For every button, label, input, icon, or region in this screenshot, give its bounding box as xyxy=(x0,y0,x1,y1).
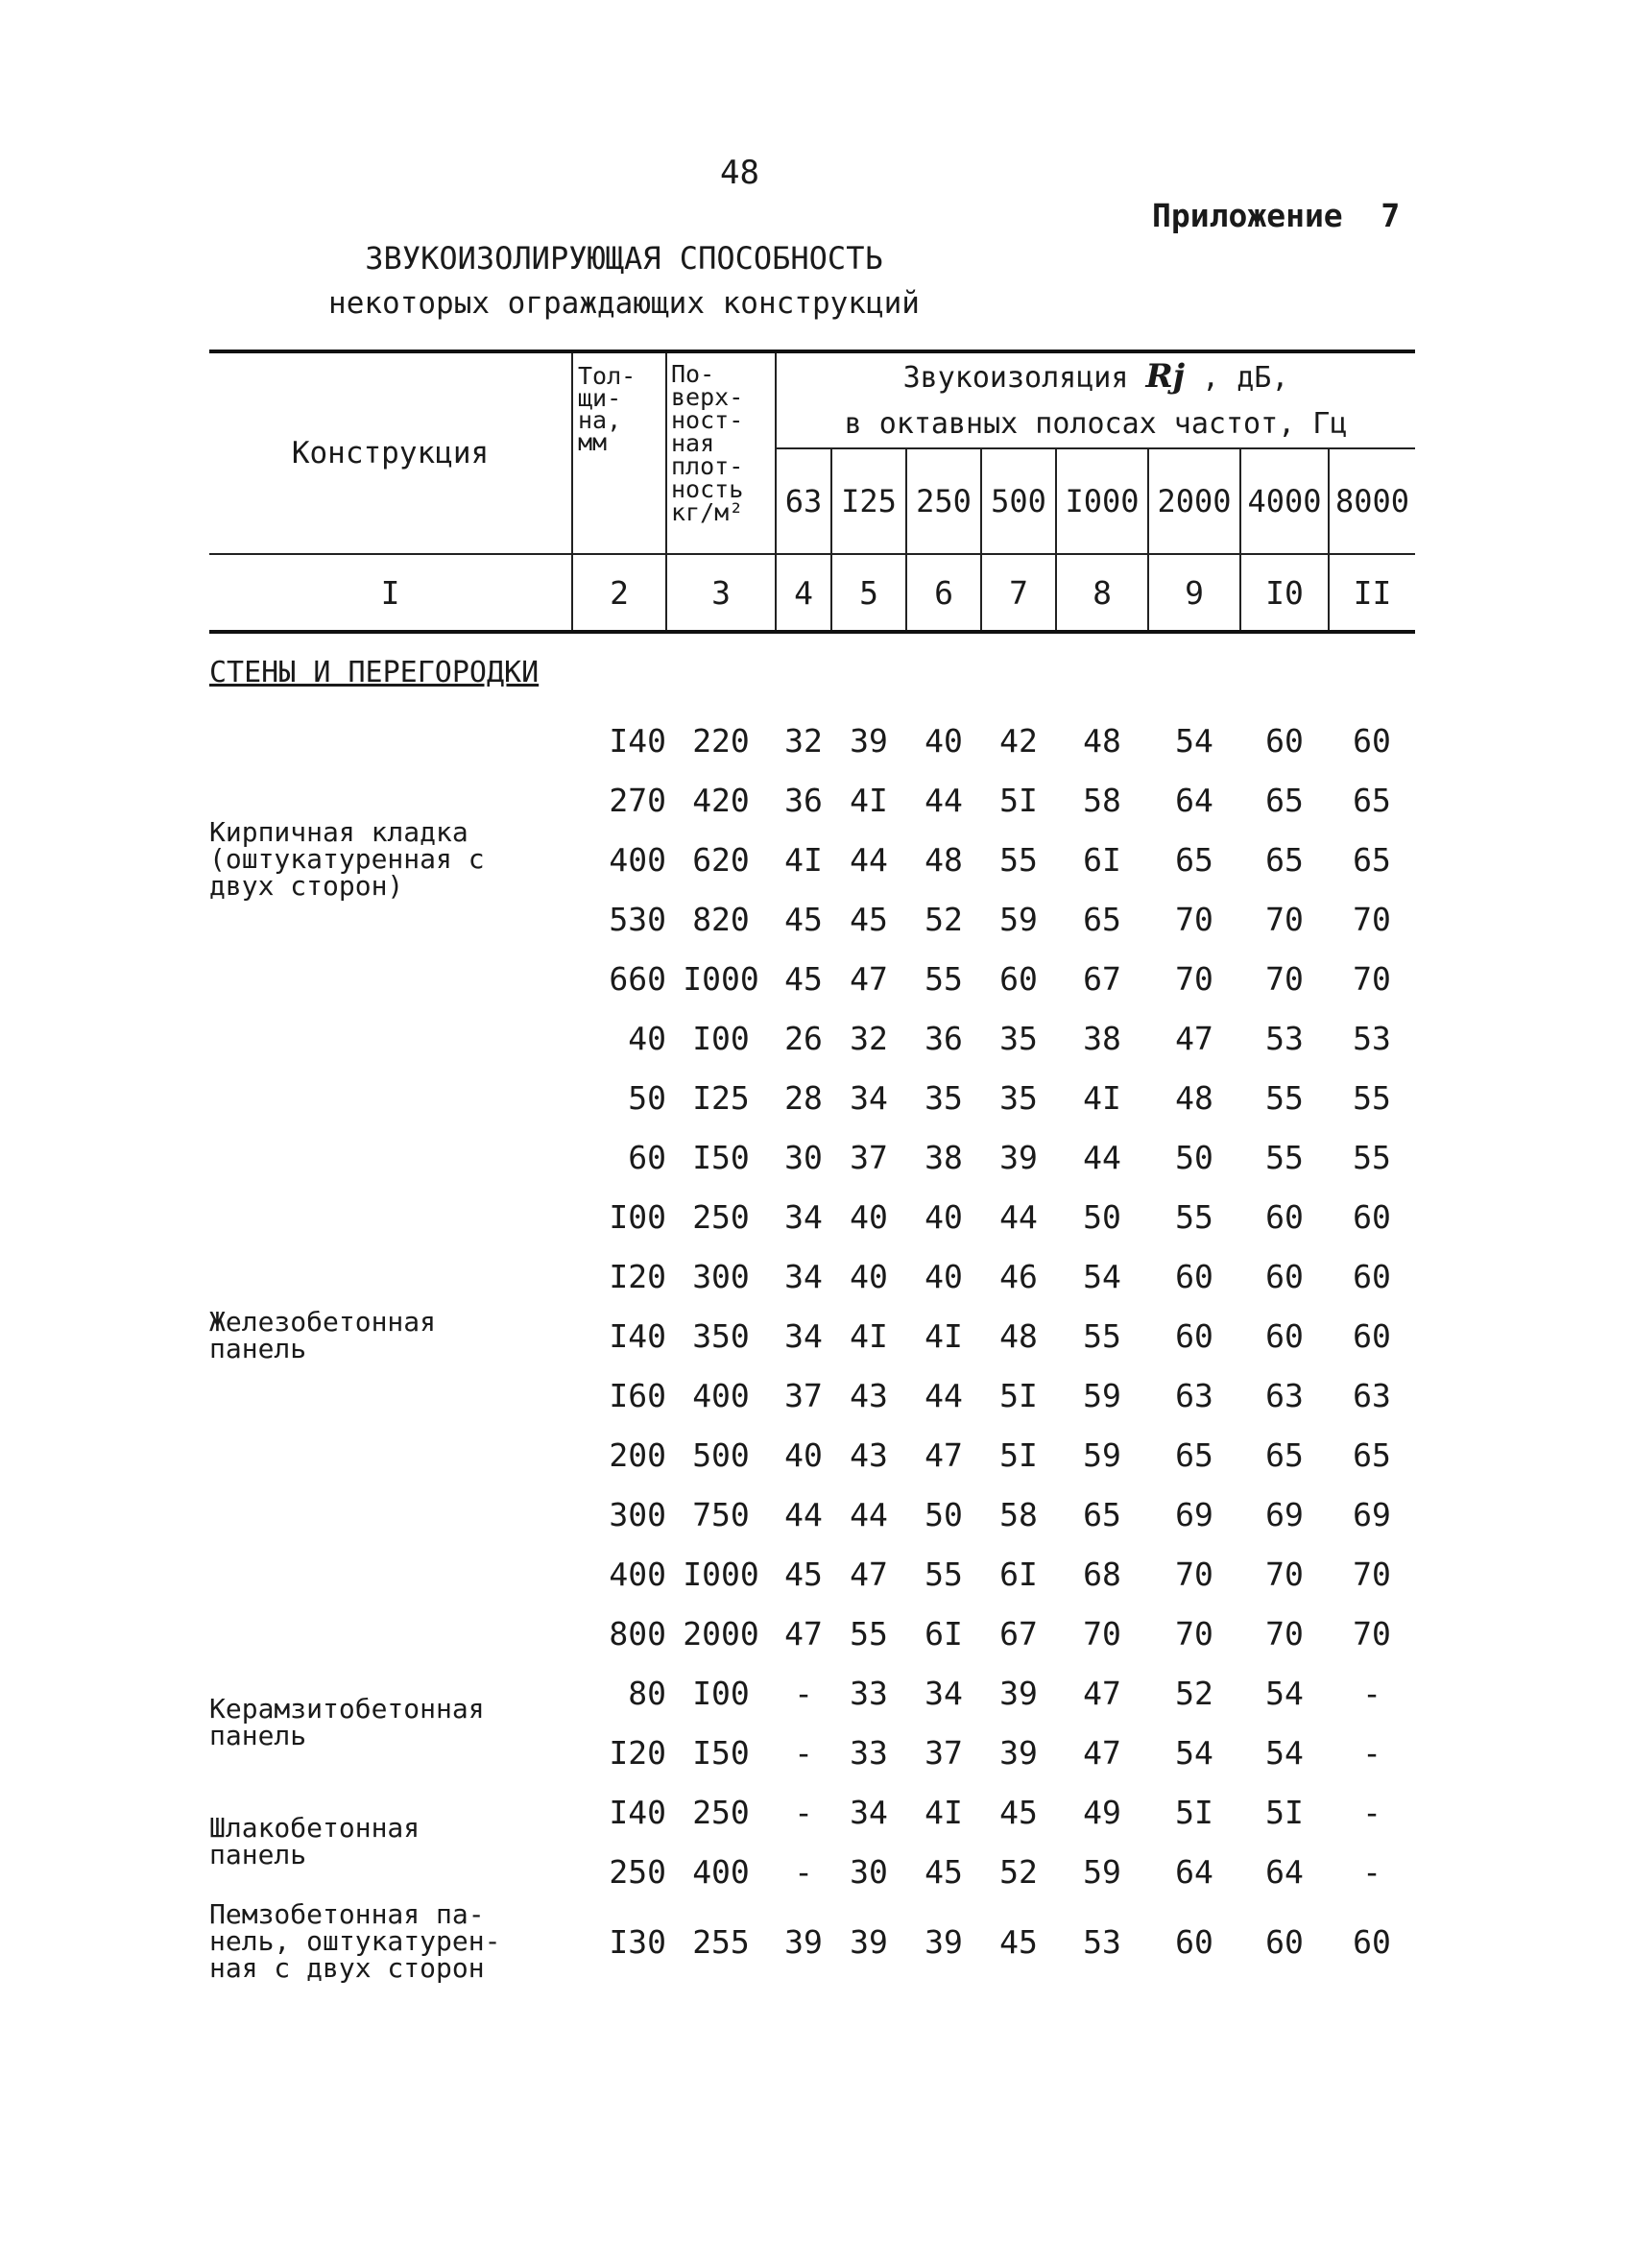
density-cell: I00 xyxy=(692,1674,750,1712)
insulation-cell: 55 xyxy=(1353,1078,1391,1117)
insulation-cell: 58 xyxy=(999,1495,1038,1533)
insulation-cell: 34 xyxy=(925,1674,963,1712)
insulation-cell: 54 xyxy=(1175,1733,1213,1772)
insulation-cell: 30 xyxy=(784,1138,823,1176)
insulation-cell: 60 xyxy=(1265,1316,1304,1355)
insulation-cell: 35 xyxy=(999,1078,1038,1117)
density-cell: 300 xyxy=(692,1257,750,1295)
insulation-cell: 60 xyxy=(1175,1257,1213,1295)
column-number: 2 xyxy=(572,554,666,632)
insulation-cell: 32 xyxy=(850,1019,888,1057)
header-thickness: Тол- щи- на, мм xyxy=(572,351,666,554)
density-cell: 255 xyxy=(692,1922,750,1961)
insulation-cell: 4I xyxy=(850,781,888,819)
insulation-cell: 50 xyxy=(925,1495,963,1533)
header-frequency: I000 xyxy=(1056,448,1148,554)
insulation-cell: - xyxy=(1362,1733,1381,1772)
insulation-cell: 45 xyxy=(999,1793,1038,1831)
thickness-cell: 50 xyxy=(628,1078,666,1117)
density-cell: 750 xyxy=(692,1495,750,1533)
column-number: 3 xyxy=(666,554,776,632)
column-number: II xyxy=(1329,554,1415,632)
header-frequency: 2000 xyxy=(1148,448,1240,554)
header-sound-insulation xyxy=(776,351,1415,448)
insulation-cell: 54 xyxy=(1265,1674,1304,1712)
insulation-cell: 60 xyxy=(1353,1316,1391,1355)
insulation-cell: - xyxy=(794,1852,813,1891)
insulation-cell: 30 xyxy=(850,1852,888,1891)
insulation-cell: 45 xyxy=(999,1922,1038,1961)
insulation-cell: 43 xyxy=(850,1376,888,1414)
density-cell: 820 xyxy=(692,900,750,938)
insulation-cell: 34 xyxy=(784,1197,823,1236)
header-frequency: I25 xyxy=(831,448,906,554)
thickness-cell: I00 xyxy=(609,1197,666,1236)
insulation-cell: 54 xyxy=(1083,1257,1121,1295)
thickness-cell: 250 xyxy=(609,1852,666,1891)
density-cell: 350 xyxy=(692,1316,750,1355)
insulation-cell: 33 xyxy=(850,1674,888,1712)
insulation-cell: 35 xyxy=(999,1019,1038,1057)
column-number: I0 xyxy=(1240,554,1329,632)
insulation-cell: 5I xyxy=(999,1376,1038,1414)
insulation-cell: 45 xyxy=(784,1555,823,1593)
insulation-cell: 47 xyxy=(1083,1733,1121,1772)
insulation-cell: 53 xyxy=(1353,1019,1391,1057)
insulation-cell: 5I xyxy=(999,1436,1038,1474)
insulation-cell: 34 xyxy=(784,1316,823,1355)
insulation-cell: 60 xyxy=(999,959,1038,998)
insulation-cell: - xyxy=(794,1793,813,1831)
insulation-cell: 4I xyxy=(850,1316,888,1355)
insulation-cell: 44 xyxy=(784,1495,823,1533)
insulation-cell: 47 xyxy=(784,1614,823,1653)
insulation-cell: 67 xyxy=(1083,959,1121,998)
insulation-cell: 40 xyxy=(784,1436,823,1474)
insulation-cell: 70 xyxy=(1175,1555,1213,1593)
column-number: 7 xyxy=(981,554,1056,632)
insulation-cell: 34 xyxy=(850,1078,888,1117)
insulation-cell: 65 xyxy=(1265,1436,1304,1474)
density-cell: 250 xyxy=(692,1197,750,1236)
insulation-cell: 60 xyxy=(1265,1197,1304,1236)
insulation-cell: 34 xyxy=(784,1257,823,1295)
header-insulation-prefix: Звукоизоляция xyxy=(902,361,1129,395)
insulation-cell: 47 xyxy=(925,1436,963,1474)
insulation-cell: 67 xyxy=(999,1614,1038,1653)
header-frequency: 250 xyxy=(906,448,981,554)
insulation-cell: 48 xyxy=(1083,721,1121,760)
insulation-cell: 37 xyxy=(850,1138,888,1176)
section-title: СТЕНЫ И ПЕРЕГОРОДКИ xyxy=(209,655,540,689)
insulation-cell: 39 xyxy=(999,1674,1038,1712)
insulation-cell: 55 xyxy=(1083,1316,1121,1355)
insulation-cell: 50 xyxy=(1175,1138,1213,1176)
insulation-cell: 39 xyxy=(850,1922,888,1961)
thickness-cell: 660 xyxy=(609,959,666,998)
insulation-cell: 55 xyxy=(925,959,963,998)
sound-insulation-table xyxy=(209,350,1415,1982)
insulation-cell: 63 xyxy=(1265,1376,1304,1414)
table-row xyxy=(209,1901,1415,1982)
insulation-cell: 45 xyxy=(784,959,823,998)
insulation-cell: 28 xyxy=(784,1078,823,1117)
insulation-cell: 55 xyxy=(850,1614,888,1653)
table-row xyxy=(209,1782,1415,1842)
thickness-cell: I30 xyxy=(609,1922,666,1961)
thickness-cell: 400 xyxy=(609,840,666,879)
insulation-cell: 70 xyxy=(1265,1614,1304,1653)
table-row xyxy=(209,1663,1415,1723)
header-insulation-suffix: , дБ, xyxy=(1202,361,1289,395)
insulation-cell: 52 xyxy=(1175,1674,1213,1712)
insulation-cell: 32 xyxy=(784,721,823,760)
insulation-cell: 60 xyxy=(1353,1257,1391,1295)
header-frequency: 8000 xyxy=(1329,448,1415,554)
column-number: 6 xyxy=(906,554,981,632)
thickness-cell: I40 xyxy=(609,721,666,760)
insulation-cell: 6I xyxy=(925,1614,963,1653)
insulation-cell: 70 xyxy=(1353,1555,1391,1593)
insulation-cell: 55 xyxy=(1353,1138,1391,1176)
table-row xyxy=(209,711,1415,770)
header-frequency: 4000 xyxy=(1240,448,1329,554)
insulation-cell: 68 xyxy=(1083,1555,1121,1593)
density-cell: 400 xyxy=(692,1376,750,1414)
density-cell: I25 xyxy=(692,1078,750,1117)
insulation-cell: 45 xyxy=(925,1852,963,1891)
insulation-cell: 38 xyxy=(1083,1019,1121,1057)
insulation-cell: 63 xyxy=(1353,1376,1391,1414)
insulation-cell: 48 xyxy=(999,1316,1038,1355)
appendix-label: Приложение 7 xyxy=(1152,197,1401,234)
insulation-cell: 65 xyxy=(1265,781,1304,819)
column-number: 8 xyxy=(1056,554,1148,632)
insulation-cell: 64 xyxy=(1175,1852,1213,1891)
insulation-cell: 48 xyxy=(925,840,963,879)
thickness-cell: 60 xyxy=(628,1138,666,1176)
insulation-cell: 55 xyxy=(1265,1078,1304,1117)
insulation-cell: 70 xyxy=(1175,900,1213,938)
insulation-cell: 48 xyxy=(1175,1078,1213,1117)
insulation-cell: 70 xyxy=(1265,1555,1304,1593)
document-title: ЗВУКОИЗОЛИРУЮЩАЯ СПОСОБНОСТЬ xyxy=(365,240,883,277)
construction-name: Пемзобетонная па- нель, оштукатурен- ная с двух сторон xyxy=(209,1898,501,1984)
thickness-cell: 300 xyxy=(609,1495,666,1533)
insulation-cell: 5I xyxy=(1265,1793,1304,1831)
insulation-cell: 47 xyxy=(1083,1674,1121,1712)
insulation-cell: 4I xyxy=(1083,1078,1121,1117)
construction-name: Керамзитобетонная панель xyxy=(209,1693,485,1751)
density-cell: 2000 xyxy=(683,1614,759,1653)
insulation-cell: 5I xyxy=(999,781,1038,819)
thickness-cell: I20 xyxy=(609,1257,666,1295)
insulation-cell: 64 xyxy=(1265,1852,1304,1891)
thickness-cell: 400 xyxy=(609,1555,666,1593)
density-cell: I000 xyxy=(683,1555,759,1593)
insulation-cell: 37 xyxy=(784,1376,823,1414)
insulation-cell: 55 xyxy=(999,840,1038,879)
table-row xyxy=(209,1008,1415,1068)
insulation-cell: 44 xyxy=(850,840,888,879)
thickness-cell: 800 xyxy=(609,1614,666,1653)
insulation-cell: 55 xyxy=(1265,1138,1304,1176)
insulation-cell: 59 xyxy=(999,900,1038,938)
construction-name: Кирпичная кладка (оштукатуренная с двух сторон) xyxy=(209,816,485,902)
insulation-cell: 55 xyxy=(1175,1197,1213,1236)
density-cell: 620 xyxy=(692,840,750,879)
insulation-cell: 60 xyxy=(1265,1922,1304,1961)
thickness-cell: I40 xyxy=(609,1316,666,1355)
insulation-cell: 70 xyxy=(1175,1614,1213,1653)
insulation-cell: 70 xyxy=(1353,900,1391,938)
insulation-cell: 65 xyxy=(1353,1436,1391,1474)
thickness-cell: I20 xyxy=(609,1733,666,1772)
insulation-cell: 53 xyxy=(1083,1922,1121,1961)
insulation-cell: 70 xyxy=(1353,959,1391,998)
thickness-cell: 530 xyxy=(609,900,666,938)
density-cell: 220 xyxy=(692,721,750,760)
insulation-cell: 60 xyxy=(1353,1197,1391,1236)
insulation-cell: 65 xyxy=(1265,840,1304,879)
thickness-cell: 270 xyxy=(609,781,666,819)
construction-name: Шлакобетонная панель xyxy=(209,1812,420,1870)
document-subtitle: некоторых ограждающих конструкций xyxy=(328,286,920,321)
density-cell: I50 xyxy=(692,1138,750,1176)
insulation-cell: 44 xyxy=(999,1197,1038,1236)
thickness-cell: 40 xyxy=(628,1019,666,1057)
insulation-cell: 47 xyxy=(1175,1019,1213,1057)
insulation-cell: 6I xyxy=(999,1555,1038,1593)
insulation-cell: 4I xyxy=(925,1793,963,1831)
insulation-cell: 35 xyxy=(925,1078,963,1117)
insulation-cell: - xyxy=(1362,1793,1381,1831)
insulation-cell: 39 xyxy=(784,1922,823,1961)
insulation-cell: 5I xyxy=(1175,1793,1213,1831)
insulation-cell: 39 xyxy=(850,721,888,760)
density-cell: 250 xyxy=(692,1793,750,1831)
construction-name: Железобетонная панель xyxy=(209,1306,437,1364)
insulation-cell: 60 xyxy=(1353,1922,1391,1961)
insulation-cell: 65 xyxy=(1083,900,1121,938)
insulation-cell: 45 xyxy=(850,900,888,938)
insulation-cell: 70 xyxy=(1265,959,1304,998)
insulation-cell: 59 xyxy=(1083,1436,1121,1474)
insulation-cell: - xyxy=(1362,1852,1381,1891)
insulation-cell: 40 xyxy=(850,1257,888,1295)
page-number: 48 xyxy=(720,154,759,192)
insulation-cell: 69 xyxy=(1265,1495,1304,1533)
insulation-cell: - xyxy=(794,1674,813,1712)
insulation-cell: 49 xyxy=(1083,1793,1121,1831)
insulation-cell: 70 xyxy=(1083,1614,1121,1653)
density-cell: 400 xyxy=(692,1852,750,1891)
insulation-cell: 60 xyxy=(1265,1257,1304,1295)
insulation-cell: 70 xyxy=(1265,900,1304,938)
insulation-cell: 60 xyxy=(1265,721,1304,760)
column-number: 9 xyxy=(1148,554,1240,632)
density-cell: 420 xyxy=(692,781,750,819)
insulation-cell: 47 xyxy=(850,1555,888,1593)
header-insulation-line2: в октавных полосах частот, Гц xyxy=(844,407,1348,441)
insulation-cell: 43 xyxy=(850,1436,888,1474)
insulation-cell: 33 xyxy=(850,1733,888,1772)
insulation-cell: 36 xyxy=(925,1019,963,1057)
insulation-cell: 40 xyxy=(925,1257,963,1295)
insulation-cell: 65 xyxy=(1175,1436,1213,1474)
insulation-cell: 4I xyxy=(925,1316,963,1355)
insulation-cell: 4I xyxy=(784,840,823,879)
section-row xyxy=(209,632,1415,711)
insulation-cell: 40 xyxy=(850,1197,888,1236)
insulation-cell: 39 xyxy=(925,1922,963,1961)
insulation-cell: 59 xyxy=(1083,1852,1121,1891)
insulation-cell: 58 xyxy=(1083,781,1121,819)
insulation-cell: 50 xyxy=(1083,1197,1121,1236)
insulation-cell: - xyxy=(1362,1674,1381,1712)
insulation-cell: 26 xyxy=(784,1019,823,1057)
insulation-cell: 52 xyxy=(925,900,963,938)
header-frequency: 63 xyxy=(776,448,831,554)
insulation-cell: 47 xyxy=(850,959,888,998)
header-frequency: 500 xyxy=(981,448,1056,554)
insulation-cell: 55 xyxy=(925,1555,963,1593)
insulation-cell: 54 xyxy=(1265,1733,1304,1772)
density-cell: I00 xyxy=(692,1019,750,1057)
insulation-cell: 60 xyxy=(1353,721,1391,760)
header-construction: Конструкция xyxy=(209,351,572,554)
insulation-cell: 65 xyxy=(1353,781,1391,819)
insulation-cell: 53 xyxy=(1265,1019,1304,1057)
insulation-cell: 45 xyxy=(784,900,823,938)
column-number: I xyxy=(209,554,572,632)
insulation-cell: - xyxy=(794,1733,813,1772)
insulation-cell: 44 xyxy=(925,781,963,819)
density-cell: 500 xyxy=(692,1436,750,1474)
insulation-cell: 44 xyxy=(925,1376,963,1414)
insulation-cell: 44 xyxy=(1083,1138,1121,1176)
insulation-cell: 40 xyxy=(925,721,963,760)
insulation-cell: 54 xyxy=(1175,721,1213,760)
density-cell: I50 xyxy=(692,1733,750,1772)
insulation-cell: 60 xyxy=(1175,1922,1213,1961)
insulation-cell: 46 xyxy=(999,1257,1038,1295)
thickness-cell: I60 xyxy=(609,1376,666,1414)
insulation-cell: 70 xyxy=(1175,959,1213,998)
thickness-cell: I40 xyxy=(609,1793,666,1831)
insulation-cell: 36 xyxy=(784,781,823,819)
insulation-cell: 60 xyxy=(1175,1316,1213,1355)
insulation-cell: 37 xyxy=(925,1733,963,1772)
insulation-cell: 38 xyxy=(925,1138,963,1176)
insulation-cell: 39 xyxy=(999,1733,1038,1772)
insulation-cell: 65 xyxy=(1353,840,1391,879)
insulation-cell: 64 xyxy=(1175,781,1213,819)
insulation-cell: 59 xyxy=(1083,1376,1121,1414)
insulation-cell: 70 xyxy=(1353,1614,1391,1653)
insulation-cell: 63 xyxy=(1175,1376,1213,1414)
insulation-cell: 69 xyxy=(1175,1495,1213,1533)
thickness-cell: 80 xyxy=(628,1674,666,1712)
insulation-cell: 44 xyxy=(850,1495,888,1533)
insulation-cell: 39 xyxy=(999,1138,1038,1176)
column-number: 5 xyxy=(831,554,906,632)
insulation-cell: 42 xyxy=(999,721,1038,760)
thickness-cell: 200 xyxy=(609,1436,666,1474)
header-surface-density: По- верх- ност- ная плот- ность кг/м² xyxy=(666,351,776,554)
insulation-cell: 52 xyxy=(999,1852,1038,1891)
insulation-cell: 6I xyxy=(1083,840,1121,879)
insulation-cell: 65 xyxy=(1083,1495,1121,1533)
column-number: 4 xyxy=(776,554,831,632)
insulation-cell: 69 xyxy=(1353,1495,1391,1533)
insulation-cell: 40 xyxy=(925,1197,963,1236)
density-cell: I000 xyxy=(683,959,759,998)
insulation-cell: 34 xyxy=(850,1793,888,1831)
insulation-cell: 65 xyxy=(1175,840,1213,879)
rj-symbol: Rj xyxy=(1145,357,1186,396)
